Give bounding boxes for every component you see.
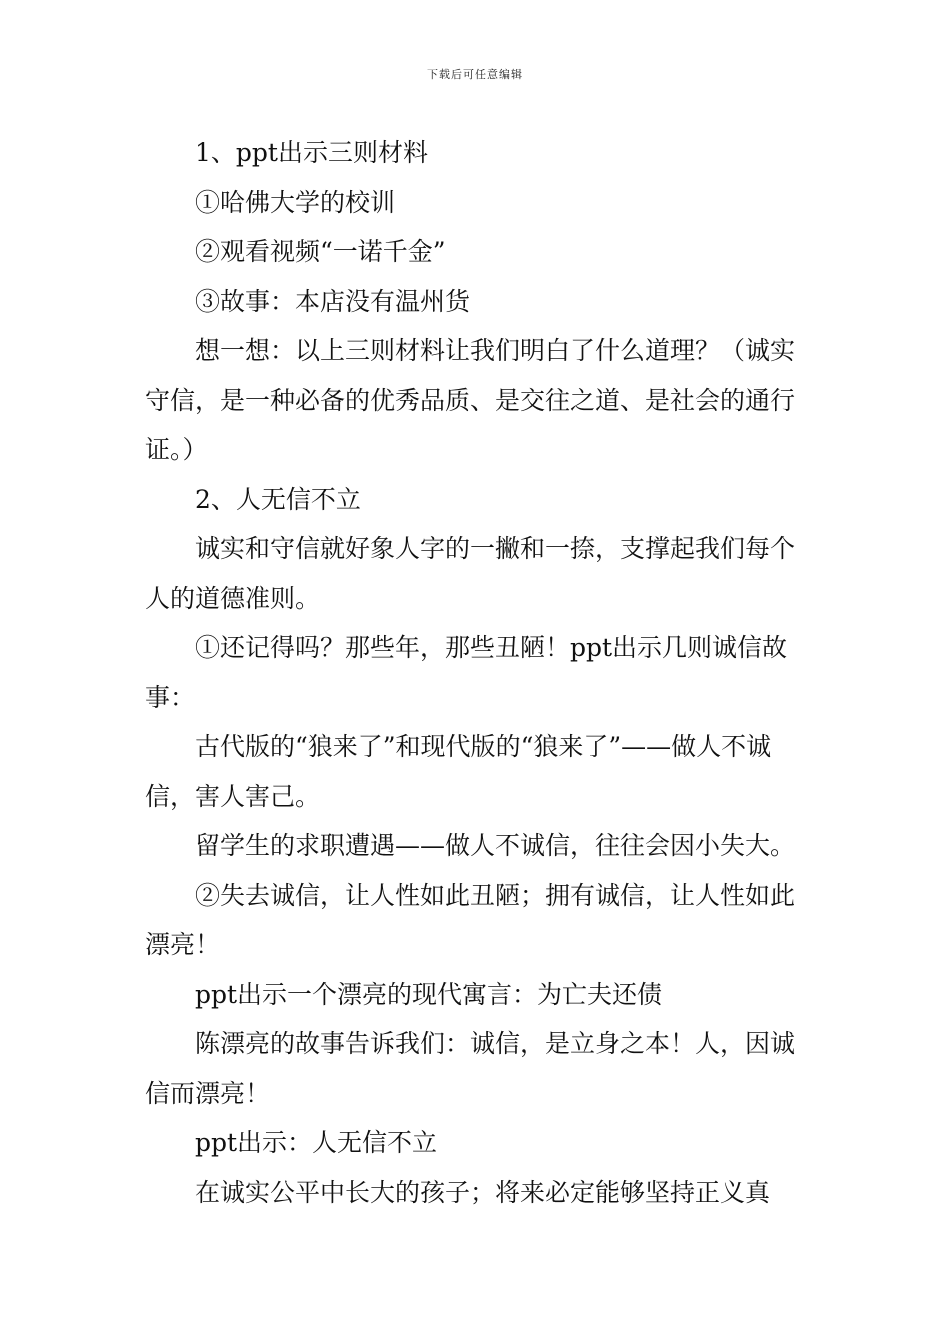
paragraph-section-1-title: 1、ppt出示三则材料 [195, 138, 428, 167]
paragraph-material-1: ①哈佛大学的校训 [195, 187, 396, 217]
paragraph-honesty-analogy: 诚实和守信就好象人字的一撇和一捺，支撑起我们每个人的道德准则。 [145, 534, 796, 613]
paragraph-material-2: ②观看视频“一诺千金” [195, 237, 446, 266]
paragraph-section-2-title: 2、人无信不立 [195, 484, 361, 514]
paragraph-ppt-show: ppt出示：人无信不立 [195, 1128, 438, 1157]
paragraph-fable: ppt出示一个漂亮的现代寓言：为亡夫还债 [195, 979, 663, 1009]
paragraph-wolf-story: 古代版的“狼来了”和现代版的“狼来了”——做人不诚信，害人害己。 [145, 732, 772, 811]
paragraph-lose-honesty: ②失去诚信，让人性如此丑陋；拥有诚信，让人性如此漂亮！ [145, 880, 796, 959]
paragraph-children: 在诚实公平中长大的孩子；将来必定能够坚持正义真 [195, 1177, 771, 1207]
paragraph-chen-story: 陈漂亮的故事告诉我们：诚信，是立身之本！人，因诚信而漂亮！ [145, 1029, 796, 1108]
paragraph-material-3: ③故事：本店没有温州货 [195, 286, 471, 316]
page-header: 下载后可任意编辑 [427, 68, 523, 81]
document-body [145, 128, 810, 1217]
paragraph-think: 想一想：以上三则材料让我们明白了什么道理？（诚实守信，是一种必备的优秀品质、是交往之道、是社会的通行证。） [145, 336, 796, 464]
paragraph-remember: ①还记得吗？那些年，那些丑陋！ppt出示几则诚信故事： [145, 633, 788, 712]
paragraph-student-story: 留学生的求职遭遇——做人不诚信，往往会因小失大。 [195, 831, 796, 860]
